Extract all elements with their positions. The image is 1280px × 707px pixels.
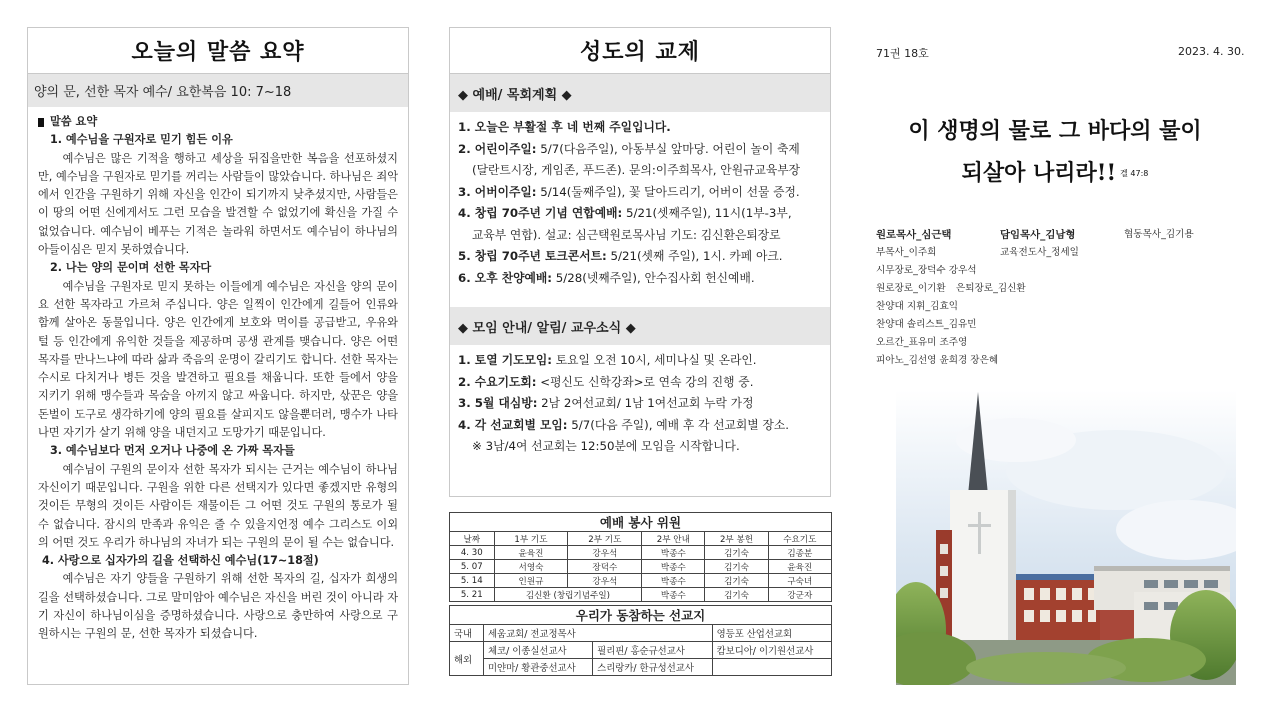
sermon-point-body: 예수님을 구원자로 믿지 못하는 이들에게 예수님은 자신을 양의 문이요 선한 목자라고 가르쳐 주십니다. 양은 일찍이 인간에게 길들어 인류와 함께 살아온 동물입니다. 양은 인간에게 보호와 먹이를 공급받고, 우유와 털 등 인간에게 유익한 것들을 제공하며 공생 관계를 맺습니다. 양은 어떤 목자를 만나느냐에 따라 삶과 죽음의 운명이 갈리기도 합니다. 선한 목자는 수시로 다치거나 병든 것을 발견하고 필요를 채웁니다. 또한 들에서 양을 지키기 위해 맹수들과 목숨을 아끼지 않고 싸웁니다. 하지만, 삯꾼은 양을 돈벌이 도구로 생각하기에 양의 필요를 살피지도 않을뿐더러, 맹수가 나타나면 자기가 살기 위해 양을 내던지고 도망가기 때문입니다.: [38, 279, 398, 440]
table-row: 5. 07 서영숙 장덕수 박종수 김기숙 윤육진: [450, 560, 832, 574]
bulletin-date: 2023. 4. 30.: [1178, 45, 1245, 58]
column-header: 수요기도: [768, 532, 831, 546]
square-bullet-icon: [38, 118, 44, 127]
column-header: 2부 안내: [642, 532, 705, 546]
list-item: 4. 각 선교회별 모임: 5/7(다음 주일), 예배 후 각 선교회별 장소.: [458, 417, 789, 432]
sermon-section-heading: 말씀 요약: [38, 113, 398, 131]
sermon-title: 오늘의 말씀 요약: [28, 28, 408, 74]
sermon-point-body: 예수님은 자기 양들을 구원하기 위해 선한 목자의 길, 십자가 희생의 길을 선택하셨습니다. 그로 말미암아 예수님은 자신을 버린 것이 아니라 자기 자신이 하나님이심을 증명하셨습니다. 사랑으로 충만하여 사랑으로 구원하시는 구원의 문, 선한 목자가 되셨습니다.: [38, 572, 398, 641]
list-item: 4. 창립 70주년 기념 연합예배: 5/21(셋째주일), 11시(1부-3부,: [458, 206, 792, 220]
theme-verse: [905, 110, 1205, 195]
church-building-image: [896, 330, 1236, 685]
table-row: 4. 30 윤육진 강우석 박종수 김기숙 김종분: [450, 546, 832, 560]
list-item: 6. 오후 찬양예배: 5/28(넷째주일), 안수집사회 헌신예배.: [458, 270, 755, 285]
table-row: 5. 21 김신환 (창립기념주일) 박종수 김기숙 강군자: [450, 588, 832, 602]
table-row: 5. 14 인원규 강우석 박종수 김기숙 구숙녀: [450, 574, 832, 588]
column-header: 2부 기도: [568, 532, 642, 546]
column-header: 날짜: [450, 532, 495, 546]
table-header-row: [450, 532, 832, 546]
staff-row: 시무장로_장덕수 강우석: [876, 265, 977, 276]
staff-row: 찬양대 지휘_김효익: [876, 301, 958, 312]
mission-partners-table: [449, 605, 832, 676]
staff-row: 찬양대 솔리스트_김유민: [876, 319, 977, 330]
table-title: 우리가 동참하는 선교지: [450, 606, 832, 625]
list-item: 3. 어버이주일: 5/14(둘째주일), 꽃 달아드리기, 어버이 선물 증정.: [458, 184, 800, 199]
staff-row: 피아노_김선영 윤희경 장은혜: [876, 355, 999, 366]
sermon-summary-panel: [27, 27, 409, 685]
table-row: 미얀마/ 황관중선교사 스리랑카/ 한규성선교사: [450, 659, 832, 676]
list-item: 1. 오늘은 부활절 후 네 번째 주일입니다.: [458, 120, 671, 134]
sermon-passage: 양의 문, 선한 목자 예수/ 요한복음 10: 7~18: [28, 74, 408, 107]
service-roster-table: [449, 512, 832, 602]
verse-line: 이 생명의 물로 그 바다의 물이: [908, 118, 1202, 144]
list-item-continued: 교육부 연합). 설교: 심근택원로목사님 기도: 김신환은퇴장로: [472, 227, 781, 242]
worship-list: [450, 112, 830, 289]
sermon-point-body: 예수님은 많은 기적을 행하고 세상을 뒤집을만한 복음을 선포하셨지만, 예수님을 구원자로 믿기를 꺼리는 사람들이 많았습니다. 하나님은 죄악에서 인간을 구원하기 위해 자신을 인간이 되기까지 낮추셨지만, 사람들은 이 땅의 어떤 신에게서도 그런 모습을 발견할 수 없었기에 확신을 가질 수 없었습니다. 예수님이 베푸는 기적은 놀라워 하면서도 예수님이 하나님의 아들이심은 믿지 못하였습니다.: [38, 151, 398, 257]
list-item: 3. 5월 대심방: 2남 2여선교회/ 1남 1여선교회 누락 가정: [458, 396, 754, 410]
fellowship-title: 성도의 교제: [450, 28, 830, 74]
staff-row: 원로목사_심근택 담임목사_김남형 협동목사_김기용: [876, 229, 1194, 241]
table-title: 예배 봉사 위원: [450, 513, 832, 532]
overseas-label: 해외: [450, 642, 484, 676]
domestic-label: 국내: [450, 625, 484, 642]
fellowship-panel: [449, 27, 831, 497]
list-item: 1. 토열 기도모임: 토요일 오전 10시, 세미나실 및 온라인.: [458, 353, 757, 367]
list-item: 2. 수요기도회: <평신도 신학강좌>로 연속 강의 진행 중.: [458, 374, 754, 389]
staff-row: 오르간_표유미 조주영: [876, 337, 968, 348]
table-row: 해외 체코/ 이종실선교사 필리핀/ 홍순규선교사 캄보디아/ 이기원선교사: [450, 642, 832, 659]
sermon-point-heading: 4. 사랑으로 십자가의 길을 선택하신 예수님(17~18절): [42, 554, 319, 568]
staff-row: 원로장로_이기환 은퇴장로_김신환: [876, 283, 1026, 294]
sermon-point-body: 예수님이 구원의 문이자 선한 목자가 되시는 근거는 예수님이 하나님 자신이기 때문입니다. 구원을 위한 다른 선택지가 있다면 좋겠지만 유형의 것이든 무형의 것이든 사람이든 재물이든 그 어떤 것도 구원의 통로가 될 수 없습니다. 잠시의 만족과 유익은 줄 수 있을지언정 예수 그리스도 이외의 어떤 것도 우리가 하나님의 자녀가 되는 구원의 문이 될 수는 없습니다.: [38, 462, 398, 549]
sermon-point-heading: 3. 예수님보다 먼저 오거나 나중에 온 가짜 목자들: [50, 444, 295, 458]
sermon-point-heading: 2. 나는 양의 문이며 선한 목자다: [50, 261, 212, 275]
news-heading: ◆ 모임 안내/ 알림/ 교우소식 ◆: [450, 307, 830, 345]
list-item-continued: (달란트시장, 게임존, 푸드존). 문의:이주희목사, 안원규교육부장: [472, 163, 801, 177]
table-row: 국내 세움교회/ 전교정목사 영등포 산업선교회: [450, 625, 832, 642]
sermon-point-heading: 1. 예수님을 구원자로 믿기 힘든 이유: [50, 133, 233, 147]
worship-heading: ◆ 예배/ 목회계획 ◆: [450, 74, 830, 112]
sermon-body: [28, 107, 408, 644]
column-header: 1부 기도: [494, 532, 568, 546]
issue-number: 71권 18호: [876, 47, 929, 60]
list-item: 2. 어린이주일: 5/7(다음주일), 아동부실 앞마당. 어린이 놀이 축제: [458, 141, 800, 156]
staff-row: 부목사_이주희 교육전도사_정세일: [876, 247, 1079, 258]
column-header: 2부 봉헌: [705, 532, 768, 546]
news-note: ※ 3남/4여 선교회는 12:50분에 모임을 시작합니다.: [472, 439, 740, 453]
news-list: [450, 345, 830, 458]
verse-line: 되살아 나리라!! 겔 47:8: [961, 160, 1149, 186]
list-item: 5. 창립 70주년 토크콘서트: 5/21(셋째 주일), 1시. 카페 아크.: [458, 249, 783, 263]
verse-reference: 겔 47:8: [1120, 169, 1149, 178]
